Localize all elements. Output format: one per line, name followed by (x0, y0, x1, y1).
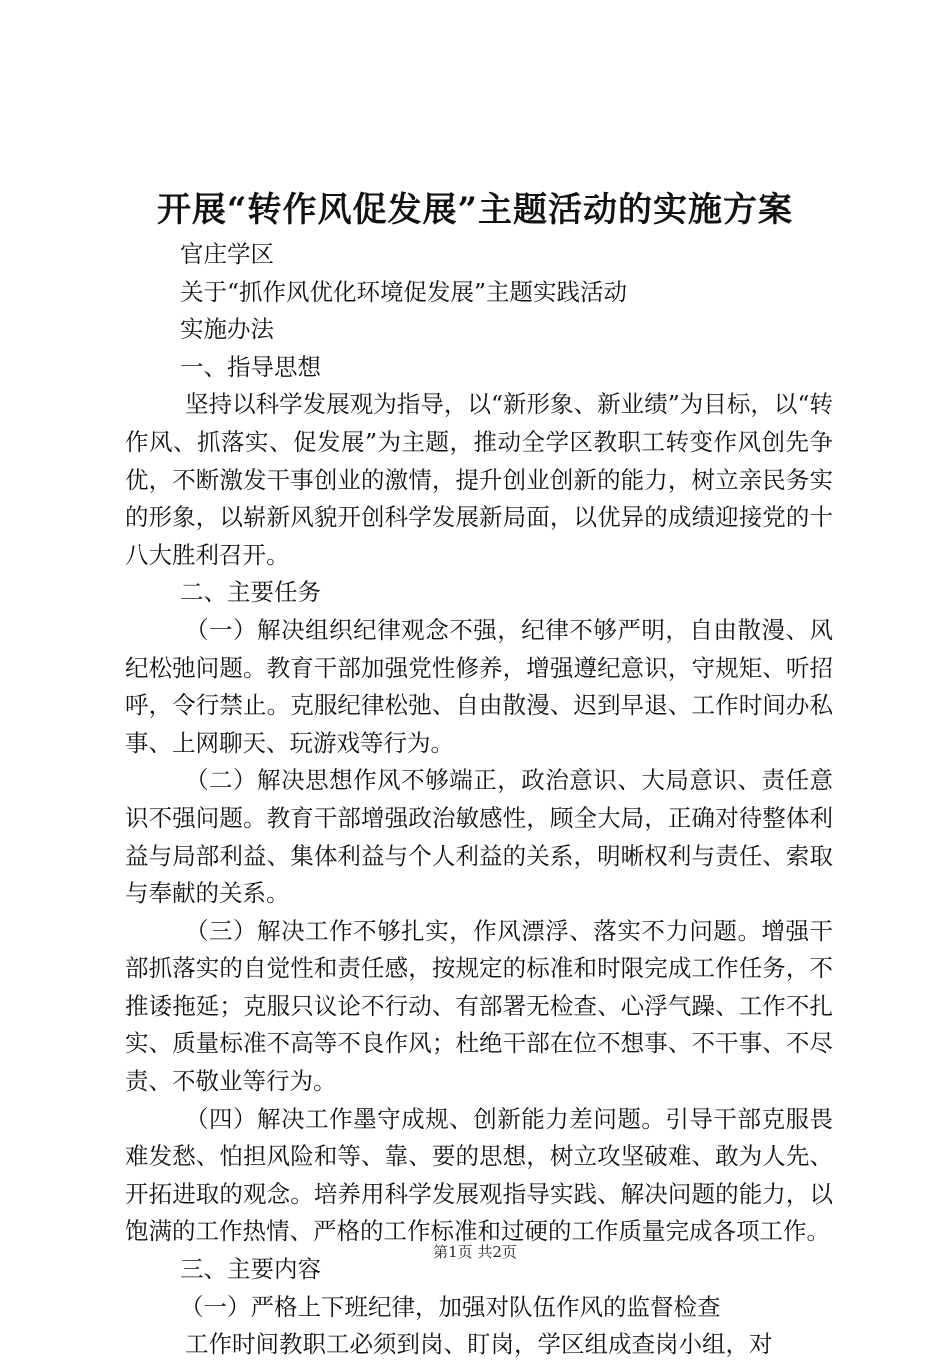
paragraph-task-1: （一）解决组织纪律观念不强，纪律不够严明，自由散漫、风纪松弛问题。教育干部加强党性修养，增强遵纪意识，守规矩、听招呼，令行禁止。克服纪律松弛、自由散漫、迟到早退、工作时间办私事、上网聊天、玩游戏等行为。 (125, 615, 833, 757)
document-body (125, 236, 833, 1364)
paragraph-task-2: （二）解决思想作风不够端正，政治意识、大局意识、责任意识不强问题。教育干部增强政治敏感性，顾全大局，正确对待整体利益与局部利益、集体利益与个人利益的关系，明晰权利与责任、索取与奉献的关系。 (125, 766, 833, 908)
section-heading-3: 三、主要内容 (180, 1255, 321, 1284)
paragraph-task-4: （四）解决工作墨守成规、创新能力差问题。引导干部克服畏难发愁、怕担风险和等、靠、要的思想，树立攻坚破难、敢为人先、开拓进取的观念。培养用科学发展观指导实践、解决问题的能力，以饱满的工作热情、严格的工作标准和过硬的工作质量完成各项工作。 (125, 1104, 833, 1246)
org-name: 官庄学区 (180, 240, 274, 268)
subtitle-line-2: 实施办法 (180, 315, 274, 344)
subsection-heading-1: （一）严格上下班纪律，加强对队伍作风的监督检查 (180, 1292, 721, 1321)
paragraph-content-1: 工作时间教职工必须到岗、盯岗，学区组成查岗小组，对 (185, 1330, 773, 1359)
subtitle-line-1: 关于“抓作风优化环境促发展”主题实践活动 (180, 277, 628, 306)
paragraph-task-3: （三）解决工作不够扎实，作风漂浮、落实不力问题。增强干部抓落实的自觉性和责任感，按规定的标准和时限完成工作任务，不推诿拖延；克服只议论不行动、有部署无检查、心浮气躁、工作不扎实、质量标准不高等不良作风；杜绝干部在位不想事、不干事、不尽责、不敬业等行为。 (125, 916, 833, 1096)
section-heading-1: 一、指导思想 (180, 352, 321, 381)
paragraph-guiding-thought: 坚持以科学发展观为指导，以“新形象、新业绩”为目标，以“转作风、抓落实、促发展”为主题，推动全学区教职工转变作风创先争优，不断激发干事创业的激情，提升创业创新的能力，树立亲民务实的形象，以崭新风貌开创科学发展新局面，以优异的成绩迎接党的十八大胜利召开。 (125, 390, 833, 569)
page-footer: 第1页 共2页 (433, 1243, 517, 1261)
document-title: 开展“转作风促发展”主题活动的实施方案 (156, 190, 794, 230)
section-heading-2: 二、主要任务 (180, 578, 321, 607)
